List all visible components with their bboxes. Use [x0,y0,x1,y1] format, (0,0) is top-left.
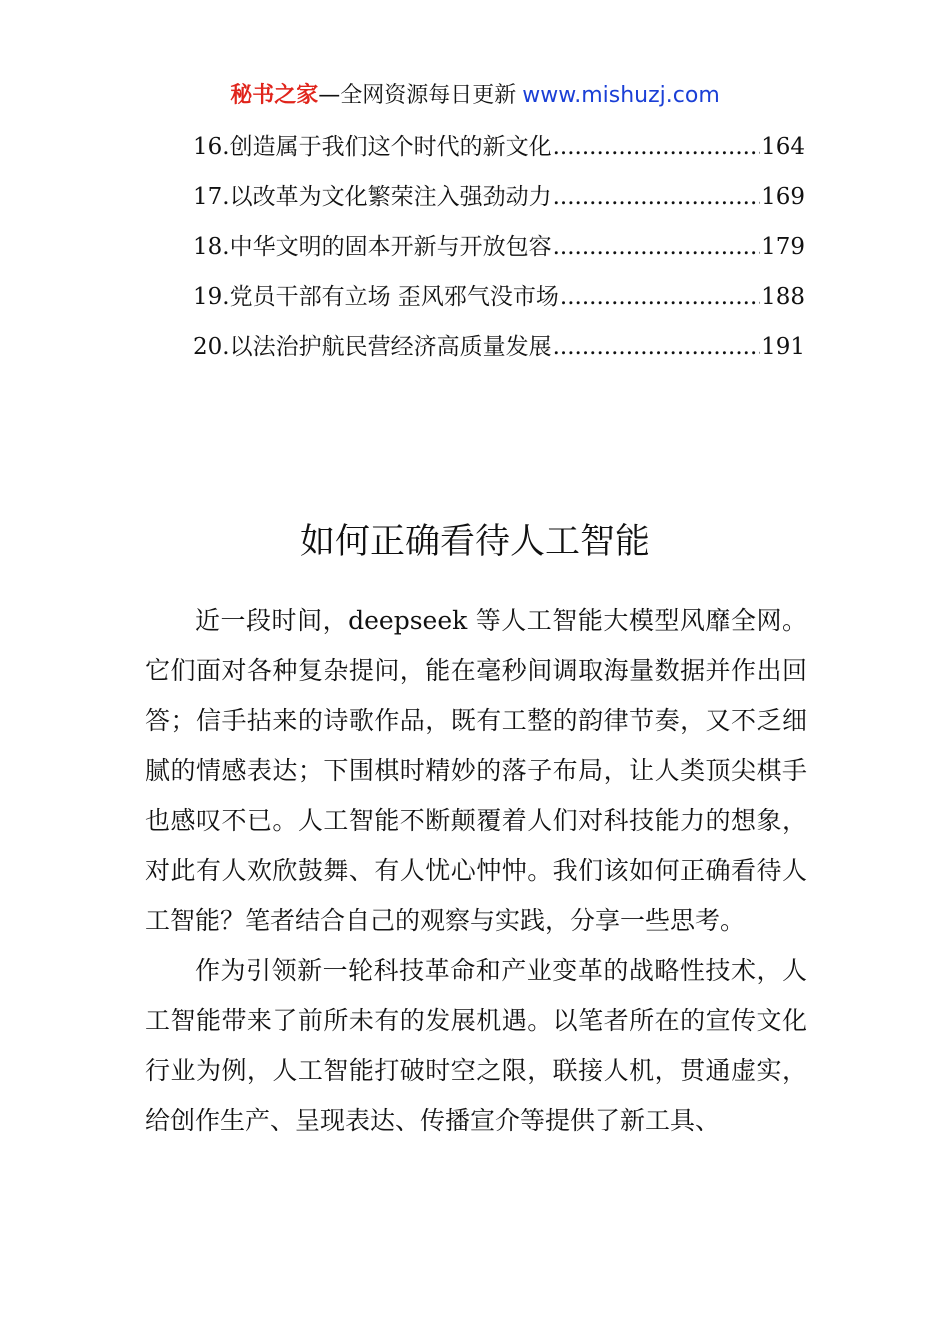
toc-entry[interactable] [193,329,805,379]
toc-entry[interactable] [193,229,805,279]
toc-entry-page: 179 [761,234,805,260]
toc-entry[interactable] [193,179,805,229]
toc-entry-title: 以法治护航民营经济高质量发展 [229,334,552,360]
site-header [0,80,950,112]
table-of-contents [193,129,805,379]
site-tagline: —全网资源每日更新 [318,83,517,108]
toc-entry-title: 党员干部有立场 歪风邪气没市场 [229,284,559,310]
toc-entry-page: 164 [761,134,805,160]
toc-dot-leader [553,229,761,265]
article-paragraph: 近一段时间，deepseek 等人工智能大模型风靡全网。它们面对各种复杂提问，能在毫秒间调取海量数据并作出回答；信手拈来的诗歌作品，既有工整的韵律节奏，又不乏细腻的情感表达；下围棋时精妙的落子布局，让人类顶尖棋手也感叹不已。人工智能不断颠覆着人们对科技能力的想象，对此有人欢欣鼓舞、有人忧心忡忡。我们该如何正确看待人工智能？笔者结合自己的观察与实践，分享一些思考。 [145,606,807,935]
site-brand: 秘书之家 [230,83,319,108]
toc-entry-number: 18. [193,234,230,260]
toc-dot-leader [553,329,761,365]
article-body [145,596,807,1146]
article-paragraph: 作为引领新一轮科技革命和产业变革的战略性技术，人工智能带来了前所未有的发展机遇。以笔者所在的宣传文化行业为例，人工智能打破时空之限，联接人机，贯通虚实，给创作生产、呈现表达、传播宣介等提供了新工具、 [145,956,807,1135]
toc-entry-number: 19. [193,284,230,310]
toc-entry-title: 以改革为文化繁荣注入强劲动力 [229,184,552,210]
article-title: 如何正确看待人工智能 [299,522,650,563]
toc-dot-leader [553,129,761,165]
toc-entry-number: 16. [193,134,230,160]
site-url-link[interactable]: www.mishuzj.com [522,83,720,108]
toc-entry[interactable] [193,129,805,179]
toc-entry-page: 191 [761,334,805,360]
toc-entry-title: 创造属于我们这个时代的新文化 [229,134,552,160]
toc-dot-leader [553,179,761,215]
toc-entry-page: 169 [761,184,805,210]
toc-entry-number: 17. [193,184,230,210]
toc-entry-page: 188 [761,284,805,310]
toc-entry-number: 20. [193,334,230,360]
toc-entry-title: 中华文明的固本开新与开放包容 [229,234,552,260]
toc-entry[interactable] [193,279,805,329]
toc-dot-leader [560,279,760,315]
